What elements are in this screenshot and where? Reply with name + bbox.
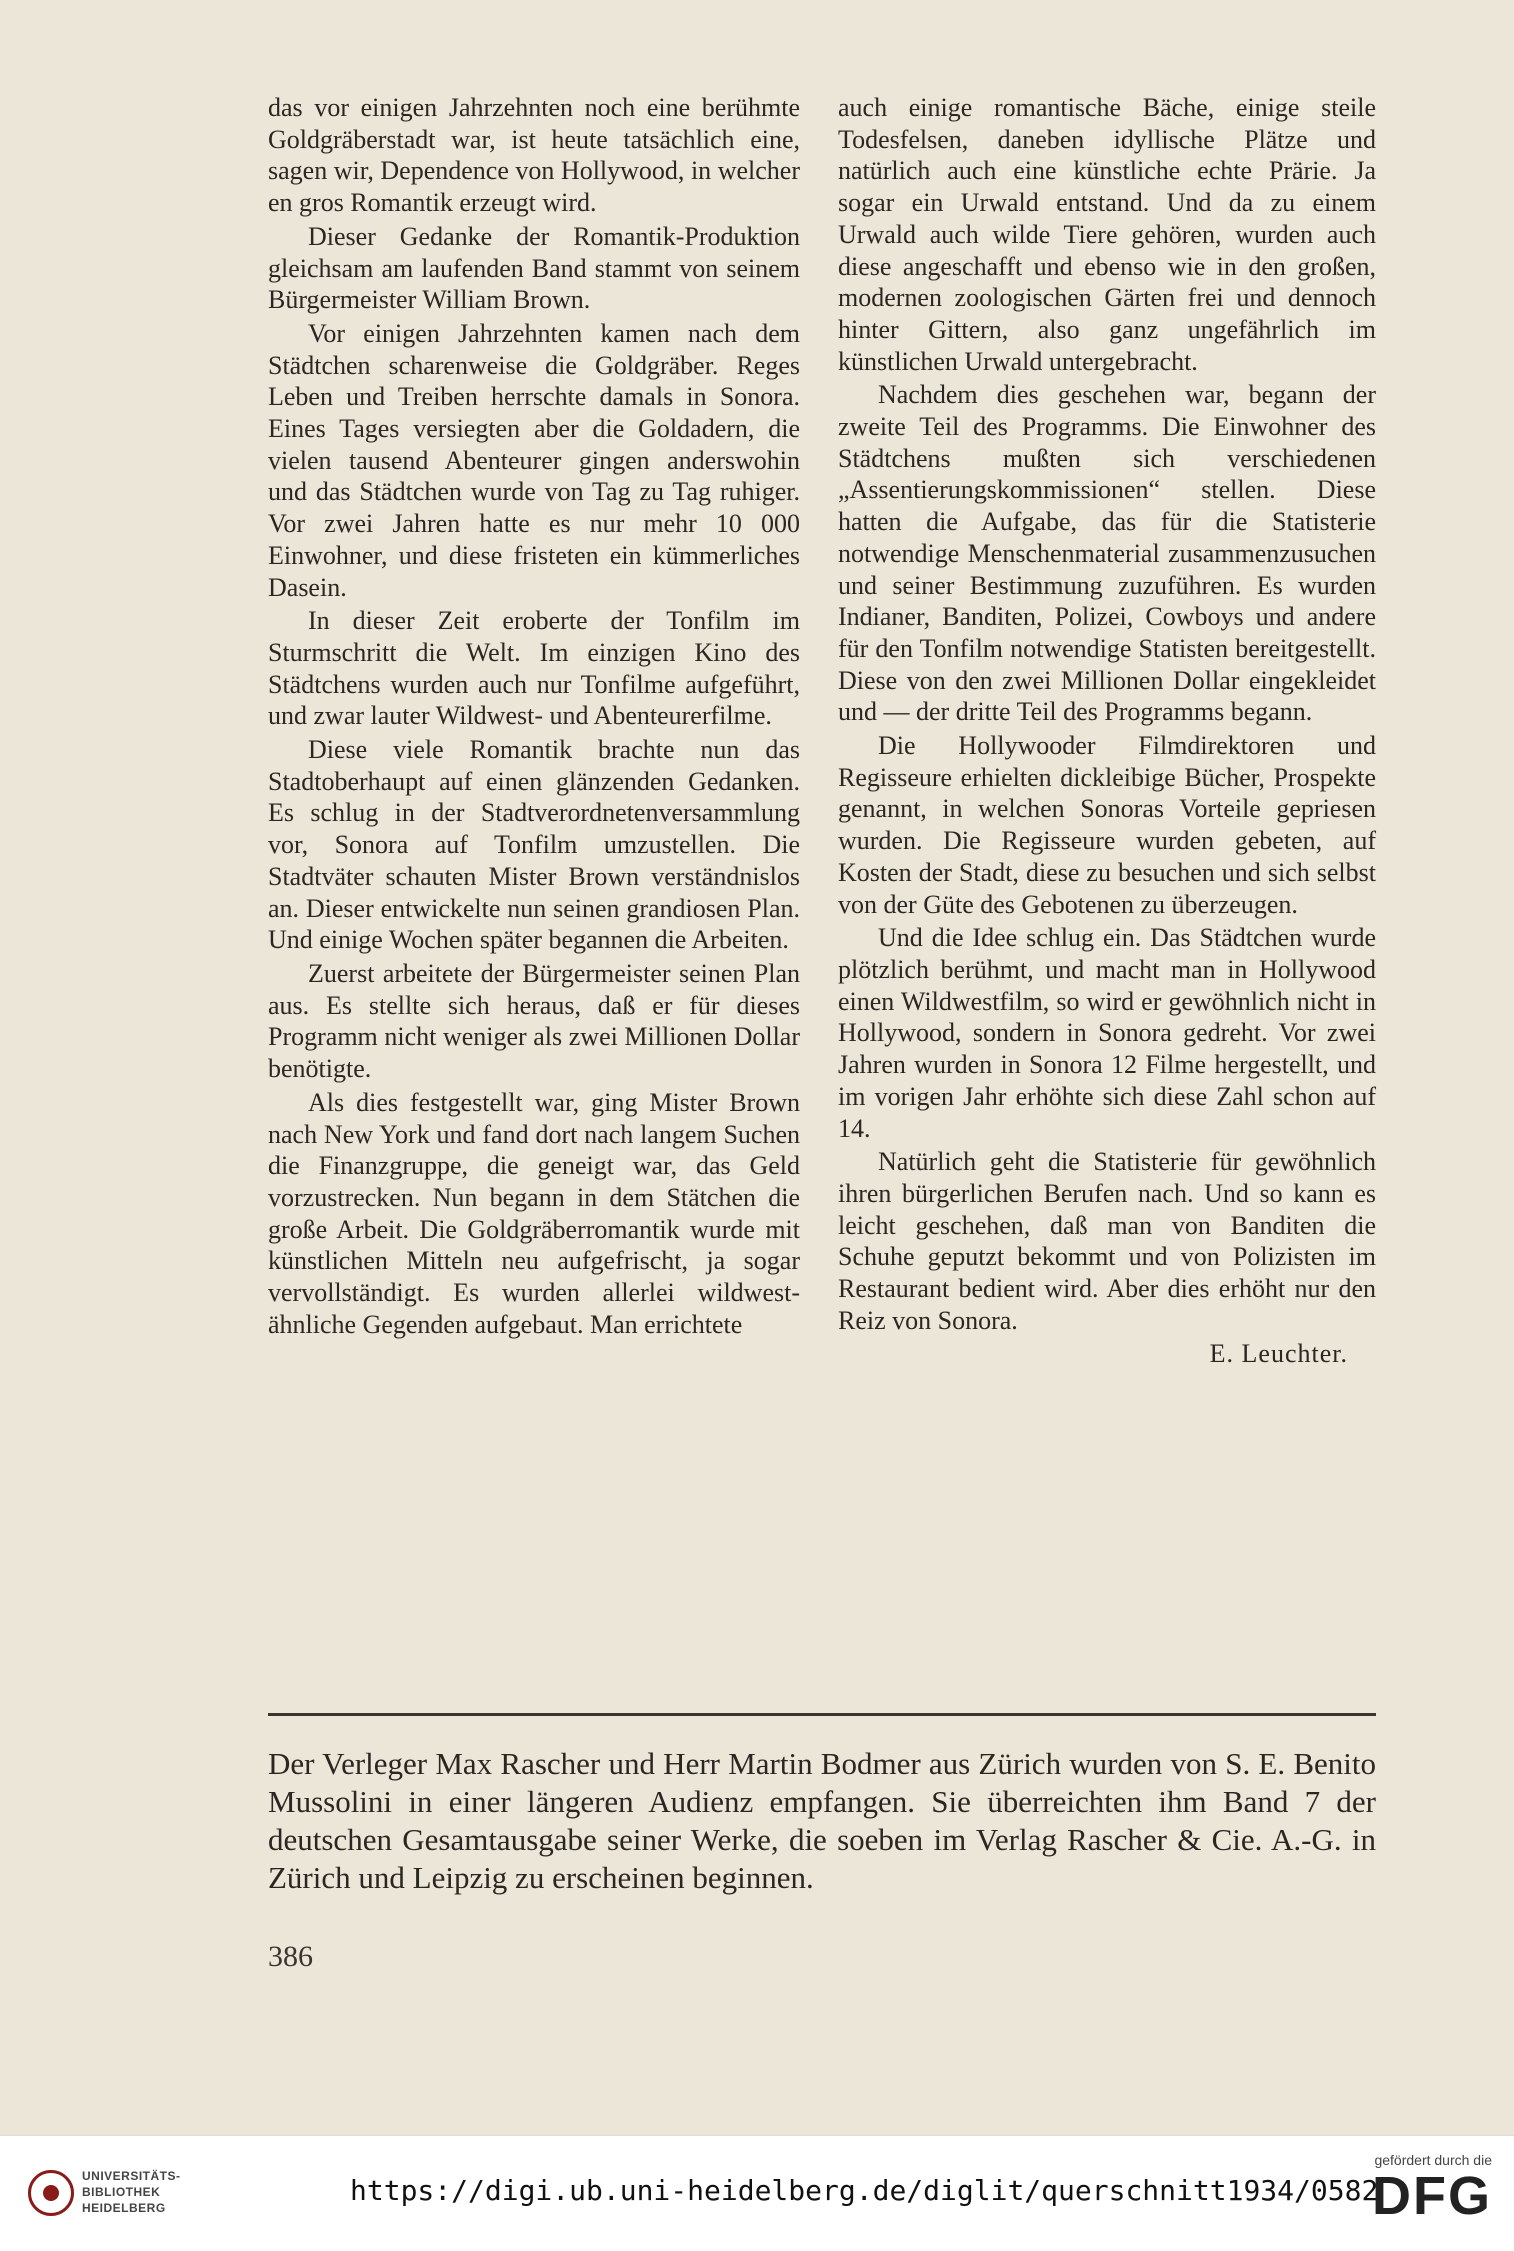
- paragraph: Nachdem dies geschehen war, begann der zweite Teil des Programms. Die Einwohner des Städtchens mußten sich verschiedenen „Assentierungskommissionen“ stellen. Diese hatten die Aufgabe, das für die Statisterie notwendige Menschenmaterial zusammenzusuchen und seiner Bestimmung zuzuführen. Es wurden Indianer, Banditen, Polizei, Cowboys und andere für den Tonfilm notwendige Statisten bereitgestellt. Diese von den zwei Millionen Dollar eingekleidet und — der dritte Teil des Programms begann.: [838, 380, 1376, 727]
- library-line: UNIVERSITÄTS-: [82, 2169, 181, 2183]
- paragraph: Und die Idee schlug ein. Das Städtchen wurde plötzlich berühmt, und macht man in Hollywood einen Wildwestfilm, so wird er gewöhnlich nicht in Hollywood, sondern in Sonora gedreht. Vor zwei Jahren wurden in Sonora 12 Filme hergestellt, und im vorigen Jahr erhöhte sich diese Zahl schon auf 14.: [838, 923, 1376, 1143]
- right-column: [838, 92, 1376, 1370]
- library-line: BIBLIOTHEK: [82, 2185, 161, 2199]
- paragraph: Zuerst arbeitete der Bürgermeister seinen Plan aus. Es stellte sich heraus, daß er für dieses Programm nicht weniger als zwei Millionen Dollar benötigte.: [268, 958, 800, 1084]
- sponsor-logo[interactable]: [1372, 2152, 1492, 2224]
- left-column: [268, 92, 800, 1340]
- paragraph: In dieser Zeit eroberte der Tonfilm im Sturmschritt die Welt. Im einzigen Kino des Städtchens wurden auch nur Tonfilme aufgeführt, und zwar lauter Wildwest- und Abenteurerfilme.: [268, 606, 800, 731]
- paragraph: Als dies festgestellt war, ging Mister Brown nach New York und fand dort nach langem Suchen die Finanzgruppe, die geneigt war, das Geld vorzustrecken. Nun begann in dem Stätchen die große Arbeit. Die Goldgräberromantik wurde mit künstlichen Mitteln neu aufgefrischt, ja sogar vervollständigt. Es wurden allerlei wildwest-ähnliche Gegenden aufgebaut. Man errichtete: [268, 1087, 800, 1339]
- paragraph: Diese viele Romantik brachte nun das Stadtoberhaupt auf einen glänzenden Gedanken. Es schlug in der Stadtverordnetenversammlung vor, Sonora auf Tonfilm umzustellen. Die Stadtväter schauten Mister Brown verständnislos an. Dieser entwickelte nun seinen grandiosen Plan. Und einige Wochen später begannen die Arbeiten.: [268, 735, 800, 955]
- paragraph: das vor einigen Jahrzehnten noch eine berühmte Goldgräberstadt war, ist heute tatsächlich eine, sagen wir, Dependence von Hollywood, in welcher en gros Romantik erzeugt wird.: [268, 93, 800, 218]
- document-url-link[interactable]: https://digi.ub.uni-heidelberg.de/diglit/querschnitt1934/0582: [350, 2174, 1379, 2207]
- author-signature: E. Leuchter.: [1209, 1339, 1348, 1369]
- sponsor-caption: gefördert durch die: [1374, 2152, 1492, 2168]
- paragraph: Dieser Gedanke der Romantik-Produktion gleichsam am laufenden Band stammt von seinem Bürgermeister William Brown.: [268, 221, 800, 315]
- paragraph: Die Hollywooder Filmdirektoren und Regisseure erhielten dickleibige Bücher, Prospekte genannt, in welchen Sonoras Vorteile gepriesen wurden. Die Regisseure wurden gebeten, auf Kosten der Stadt, diese zu besuchen und sich selbst von der Güte des Gebotenen zu überzeugen.: [838, 731, 1376, 919]
- viewer-footer: [0, 2135, 1514, 2251]
- notice-paragraph: Der Verleger Max Rascher und Herr Martin Bodmer aus Zürich wurden von S. E. Benito Mussolini in einer längeren Audienz empfangen. Sie überreichten ihm Band 7 der deutschen Gesamtausgabe seiner Werke, die soeben im Verlag Rascher & Cie. A.-G. in Zürich und Leipzig zu erscheinen beginnen.: [268, 1746, 1376, 1895]
- section-divider: [268, 1713, 1376, 1716]
- paragraph: Natürlich geht die Statisterie für gewöhnlich ihren bürgerlichen Berufen nach. Und so kann es leicht geschehen, daß man von Banditen die Schuhe geputzt bekommt und von Polizisten im Restaurant bedient wird. Aber dies erhöht nur den Reiz von Sonora.: [838, 1147, 1376, 1335]
- page-number: 386: [268, 1940, 313, 1973]
- dfg-logo-text: DFG: [1372, 2166, 1492, 2226]
- seal-icon: [28, 2170, 74, 2216]
- paragraph: auch einige romantische Bäche, einige steile Todesfelsen, daneben idyllische Plätze und natürlich auch eine künstliche echte Prärie. Ja sogar ein Urwald entstand. Und da zu einem Urwald auch wilde Tiere gehören, wurden auch diese angeschafft und ebenso wie in den großen, modernen zoologischen Gärten frei und dennoch hinter Gittern, also ganz ungefährlich im künstlichen Urwald untergebracht.: [838, 93, 1376, 376]
- paragraph: Vor einigen Jahrzehnten kamen nach dem Städtchen scharenweise die Goldgräber. Reges Leben und Treiben herrschte damals in Sonora. Eines Tages versiegten aber die Goldadern, die vielen tausend Abenteurer gingen anderswohin und das Städtchen wurde von Tag zu Tag ruhiger. Vor zwei Jahren hatte es nur mehr 10 000 Einwohner, und diese fristeten ein kümmerliches Dasein.: [268, 318, 800, 602]
- library-logo[interactable]: [28, 2168, 181, 2220]
- library-line: HEIDELBERG: [82, 2201, 166, 2215]
